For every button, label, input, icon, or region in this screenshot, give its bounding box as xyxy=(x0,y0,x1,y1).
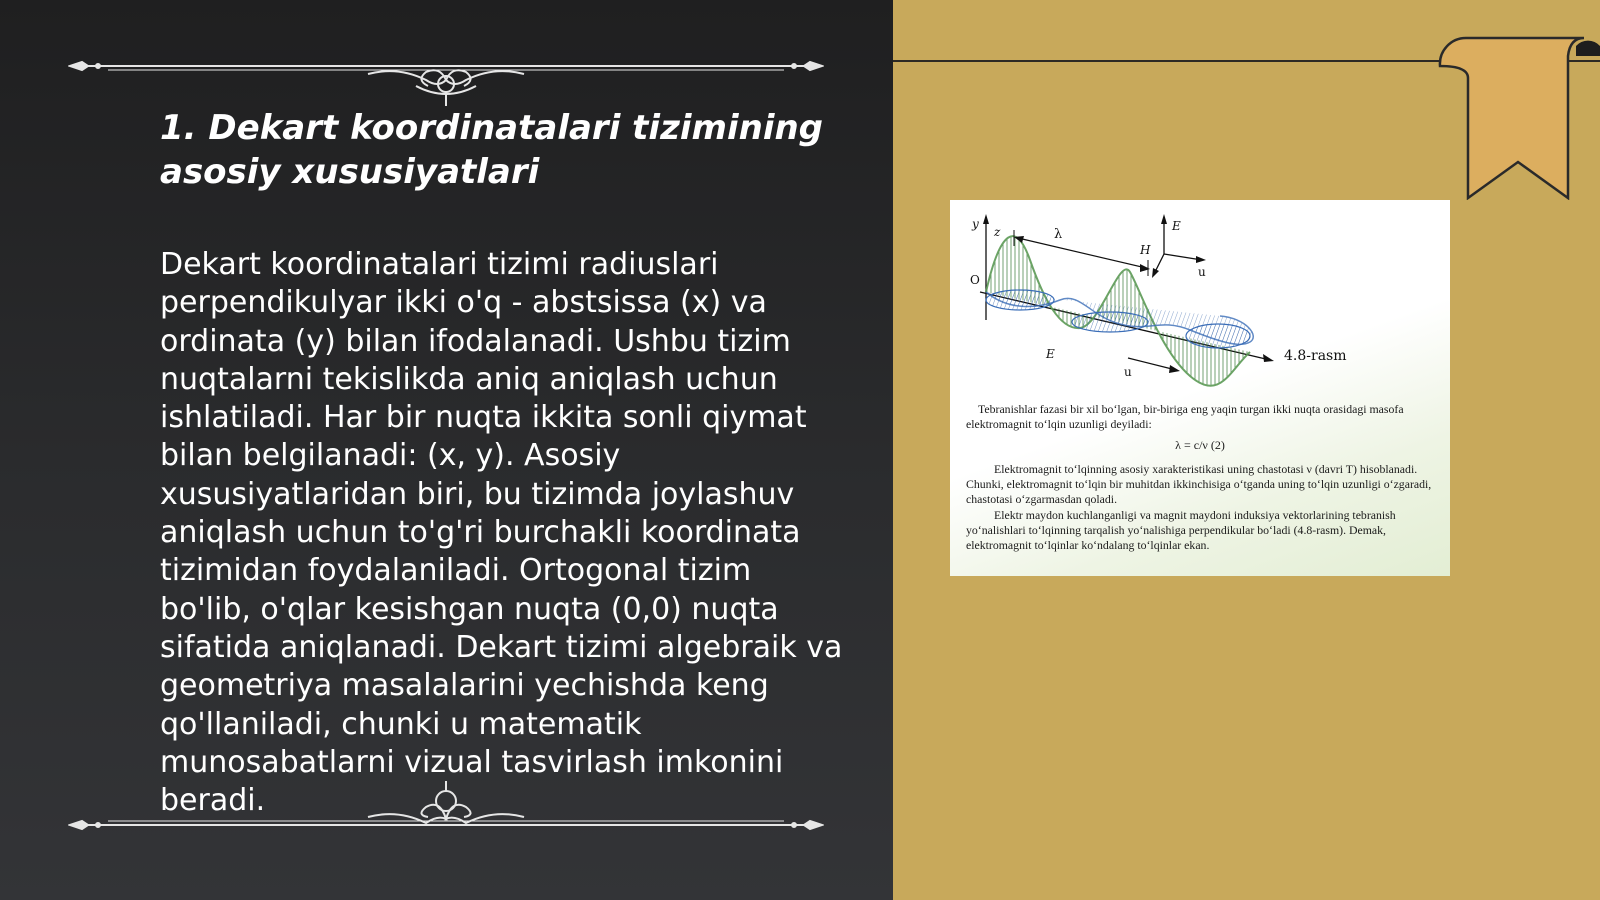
figure-paragraph-1: Tebranishlar fazasi bir xil bo‘lgan, bir-biriga eng yaqin turgan ikki nuqta orasidagi masofa elektromagnit to‘lqin uzunligi deyiladi: xyxy=(966,402,1404,431)
figure-caption: 4.8-rasm xyxy=(1284,348,1347,364)
figure-formula: λ = c/ν (2) xyxy=(1175,438,1225,452)
slide-title: 1. Dekart koordinatalari tizimining asosiy xususiyatlari xyxy=(160,108,824,192)
electromagnetic-wave-figure xyxy=(950,200,1450,576)
bookmark-ribbon-icon xyxy=(1430,30,1600,200)
axis-z-label: z xyxy=(994,225,1001,239)
figure-paragraph-2: Elektromagnit to‘lqinning asosiy xarakteristikasi uning chastotasi ν (davri T) hisoblanadi. Chunki, elektromagnit to‘lqin bir muhitdan ikkinchisiga o‘tganda uning to‘lqin uzunligi o‘zgaradi, chastotasi o‘zgarmasdan qoladi. xyxy=(966,462,1432,506)
e-wave-label: E xyxy=(1046,347,1055,361)
bottom-ornament-divider xyxy=(68,777,824,837)
wave-diagram xyxy=(950,200,1450,400)
origin-label: O xyxy=(970,273,980,287)
u-vector-label-top: u xyxy=(1198,265,1206,279)
h-vector-label: H xyxy=(1140,243,1151,257)
slide-body-text: Dekart koordinatalari tizimi radiuslari perpendikulyar ikki o'q - abstsissa (x) va ordinata (y) bilan ifodalanadi. Ushbu tizim nuqtalarni tekislikda aniq aniqlash uchun ishlatiladi. Har bir nuqta ikkita sonli qiymat bilan belgilanadi: (x, y). Asosiy xususiyatlaridan biri, bu tizimda joylashuv aniqlash uchun to'g'ri burchakli koordinata tizimidan foydalaniladi. Ortogonal tizim bo'lib, o'qlar kesishgan nuqta (0,0) nuqta sifatida aniqlanadi. Dekart tizimi algebraik va geometriya masalalarini yechishda keng qo'llaniladi, chunki u matematik munosabatlarni vizual tasvirlash imkonini beradi. xyxy=(160,247,843,819)
lambda-label: λ xyxy=(1054,227,1063,242)
figure-paragraph-3: Elektr maydon kuchlanganligi va magnit maydoni induksiya vektorlarining tebranish yo‘nalishlari to‘lqinning tarqalish yo‘nalishiga perpendikular bo‘ladi (4.8-rasm). Demak, elektromagnit to‘lqinlar ko‘ndalang to‘lqinlar ekan. xyxy=(966,508,1396,552)
axis-y-label: y xyxy=(972,217,979,231)
top-ornament-divider xyxy=(68,48,824,108)
u-vector-label-bottom: u xyxy=(1124,365,1132,379)
e-vector-label: E xyxy=(1172,219,1181,233)
